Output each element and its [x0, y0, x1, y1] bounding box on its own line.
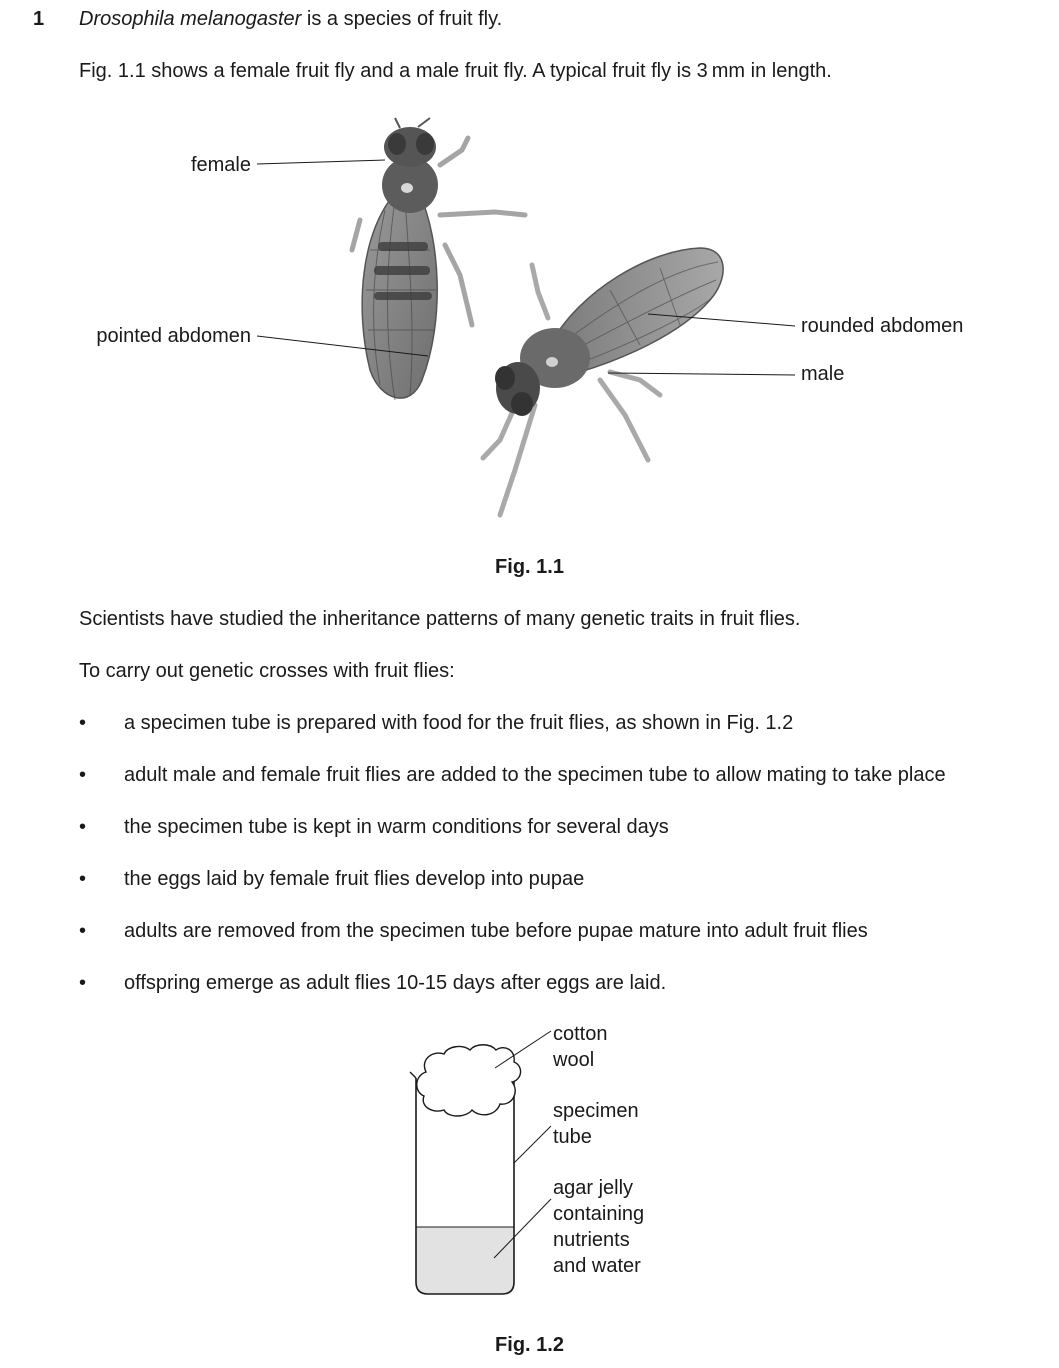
bullet-item: a specimen tube is prepared with food for the fruit flies, as shown in Fig. 1.2 — [124, 712, 794, 734]
label-specimen: specimen — [553, 1100, 639, 1122]
figure-1-1-caption: Fig. 1.1 — [495, 556, 564, 578]
figure-1-1-fruit-flies — [0, 100, 1059, 530]
label-cotton: cotton — [553, 1023, 608, 1045]
bullet-marker: • — [79, 816, 87, 838]
bullet-marker: • — [79, 920, 87, 942]
agar-jelly — [416, 1227, 514, 1294]
label-agar-jelly: agar jelly — [553, 1177, 634, 1199]
bullet-marker: • — [79, 972, 87, 994]
male-fly-image — [483, 248, 723, 515]
question-number: 1 — [33, 8, 45, 30]
bullet-item: adult male and female fruit flies are added to the specimen tube to allow mating to take place — [124, 764, 946, 786]
figure-1-2-specimen-tube — [0, 1000, 1059, 1310]
cotton-wool — [417, 1045, 521, 1116]
label-containing: containing — [553, 1203, 645, 1225]
label-nutrients: nutrients — [553, 1229, 630, 1251]
figure-intro-text: Fig. 1.1 shows a female fruit fly and a male fruit fly. A typical fruit fly is 3 mm in length. — [79, 60, 832, 82]
label-rounded-abdomen: rounded abdomen — [801, 315, 964, 337]
bullet-item: adults are removed from the specimen tube before pupae mature into adult fruit flies — [124, 920, 868, 942]
paragraph-carry-out: To carry out genetic crosses with fruit flies: — [79, 660, 455, 682]
label-female: female — [190, 154, 251, 176]
label-pointed-abdomen: pointed abdomen — [96, 325, 251, 347]
question-intro — [79, 8, 502, 31]
bullet-marker: • — [79, 868, 87, 890]
bullet-item: offspring emerge as adult flies 10-15 days after eggs are laid. — [124, 972, 667, 994]
label-tube: tube — [553, 1126, 592, 1148]
bullet-item: the specimen tube is kept in warm conditions for several days — [124, 816, 669, 838]
paragraph-studied: Scientists have studied the inheritance patterns of many genetic traits in fruit flies. — [79, 608, 801, 630]
bullet-marker: • — [79, 764, 87, 786]
label-male: male — [801, 363, 845, 385]
figure-1-2-caption: Fig. 1.2 — [495, 1334, 564, 1356]
species-name: Drosophila melanogaster — [79, 8, 302, 30]
bullet-marker: • — [79, 712, 87, 734]
bullet-item: the eggs laid by female fruit flies develop into pupae — [124, 868, 585, 890]
label-wool: wool — [553, 1049, 595, 1071]
label-and-water: and water — [553, 1255, 641, 1277]
intro-rest: is a species of fruit fly. — [301, 8, 503, 30]
